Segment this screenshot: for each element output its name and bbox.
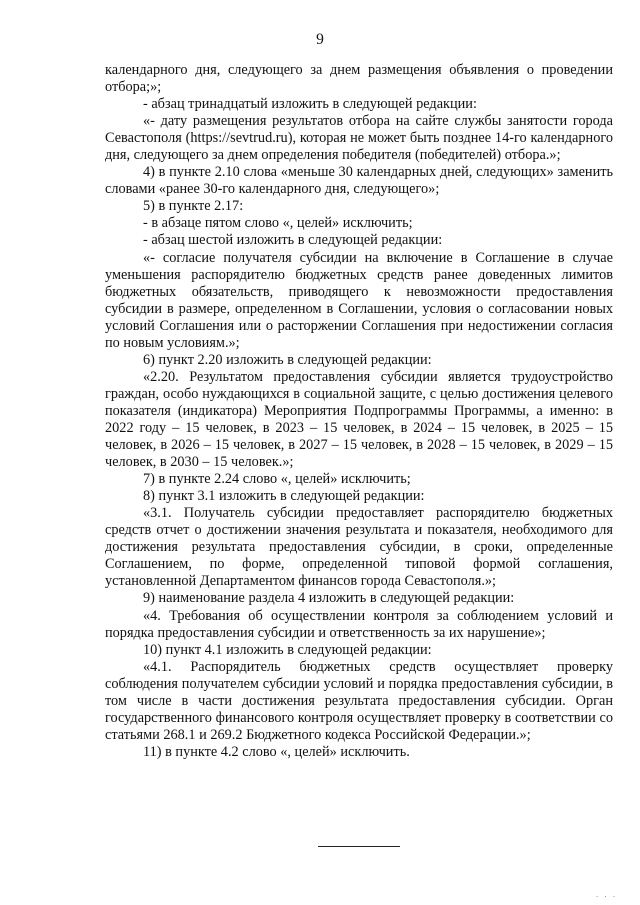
paragraph: «2.20. Результатом предоставления субсидии является трудоустройство граждан, особо нуждающихся в социальной защите, с целью достижения целевого показателя (индикатора) Мероприятия Подпрограммы Программы, а именно: в 2022 году – 15 человек, в 2023 – 15 человек, в 2024 – 15 человек, в 2025 – 15 человек, в 2026 – 15 человек, в 2027 – 15 человек, в 2028 – 15 человек, в 2029 – 15 человек, в 2030 – 15 человек.»;	[105, 368, 613, 471]
paragraph: «3.1. Получатель субсидии предоставляет распорядителю бюджетных средств отчет о достижении значения результата и показателя, необходимого для достижения результата предоставления субсидии, в сроки, определенные Соглашением, по форме, определенной типовой формой соглашения, установленной Департаментом финансов города Севастополя.»;	[105, 505, 613, 590]
paragraph: 10) пункт 4.1 изложить в следующей редакции:	[143, 641, 432, 658]
separator-line	[318, 846, 400, 847]
paragraph: - абзац тринадцатый изложить в следующей редакции:	[143, 96, 477, 113]
paragraph: «4.1. Распорядитель бюджетных средств осуществляет проверку соблюдения получателем субсидии условий и порядка предоставления субсидии, в том числе в части достижения результата предоставления субсидии. Орган государственного финансового контроля осуществляет проверку в соответствии со статьями 268.1 и 269.2 Бюджетного кодекса Российской Федерации.»;	[105, 658, 613, 743]
paragraph: «- согласие получателя субсидии на включение в Соглашение в случае уменьшения распорядителю бюджетных средств ранее доведенных лимитов бюджетных обязательств, приводящего к невозможности предоставления субсидии в размере, определенном в Соглашении, условия о согласовании новых условий Соглашения или о расторжении Соглашения при недостижении согласия по новым условиям.»;	[105, 249, 613, 351]
paragraph: 11) в пункте 4.2 слово «, целей» исключить.	[143, 743, 410, 760]
paragraph: «- дату размещения результатов отбора на сайте службы занятости города Севастополя (https://sevtrud.ru), которая не может быть позднее 14-го календарного дня, следующего за днем определения победителя (победителей) отбора.»;	[105, 113, 613, 164]
paragraph: 6) пункт 2.20 изложить в следующей редакции:	[143, 351, 432, 368]
page-number: 9	[316, 31, 324, 48]
paragraph: календарного дня, следующего за днем размещения объявления о проведении отбора;»;	[105, 62, 613, 96]
scan-artifact: · · ·	[596, 893, 618, 901]
paragraph: - в абзаце пятом слово «, целей» исключить;	[143, 215, 413, 232]
paragraph: 4) в пункте 2.10 слова «меньше 30 календарных дней, следующих» заменить словами «ранее 30-го календарного дня, следующего»;	[105, 164, 613, 198]
document-body	[105, 62, 613, 761]
paragraph: 9) наименование раздела 4 изложить в следующей редакции:	[143, 590, 515, 607]
paragraph: «4. Требования об осуществлении контроля за соблюдением условий и порядка предоставления субсидии и ответственность за их нарушение»;	[105, 607, 613, 641]
paragraph: 8) пункт 3.1 изложить в следующей редакции:	[143, 488, 425, 505]
paragraph: 7) в пункте 2.24 слово «, целей» исключить;	[143, 471, 411, 488]
paragraph: - абзац шестой изложить в следующей редакции:	[143, 232, 443, 249]
paragraph: 5) в пункте 2.17:	[143, 198, 244, 215]
